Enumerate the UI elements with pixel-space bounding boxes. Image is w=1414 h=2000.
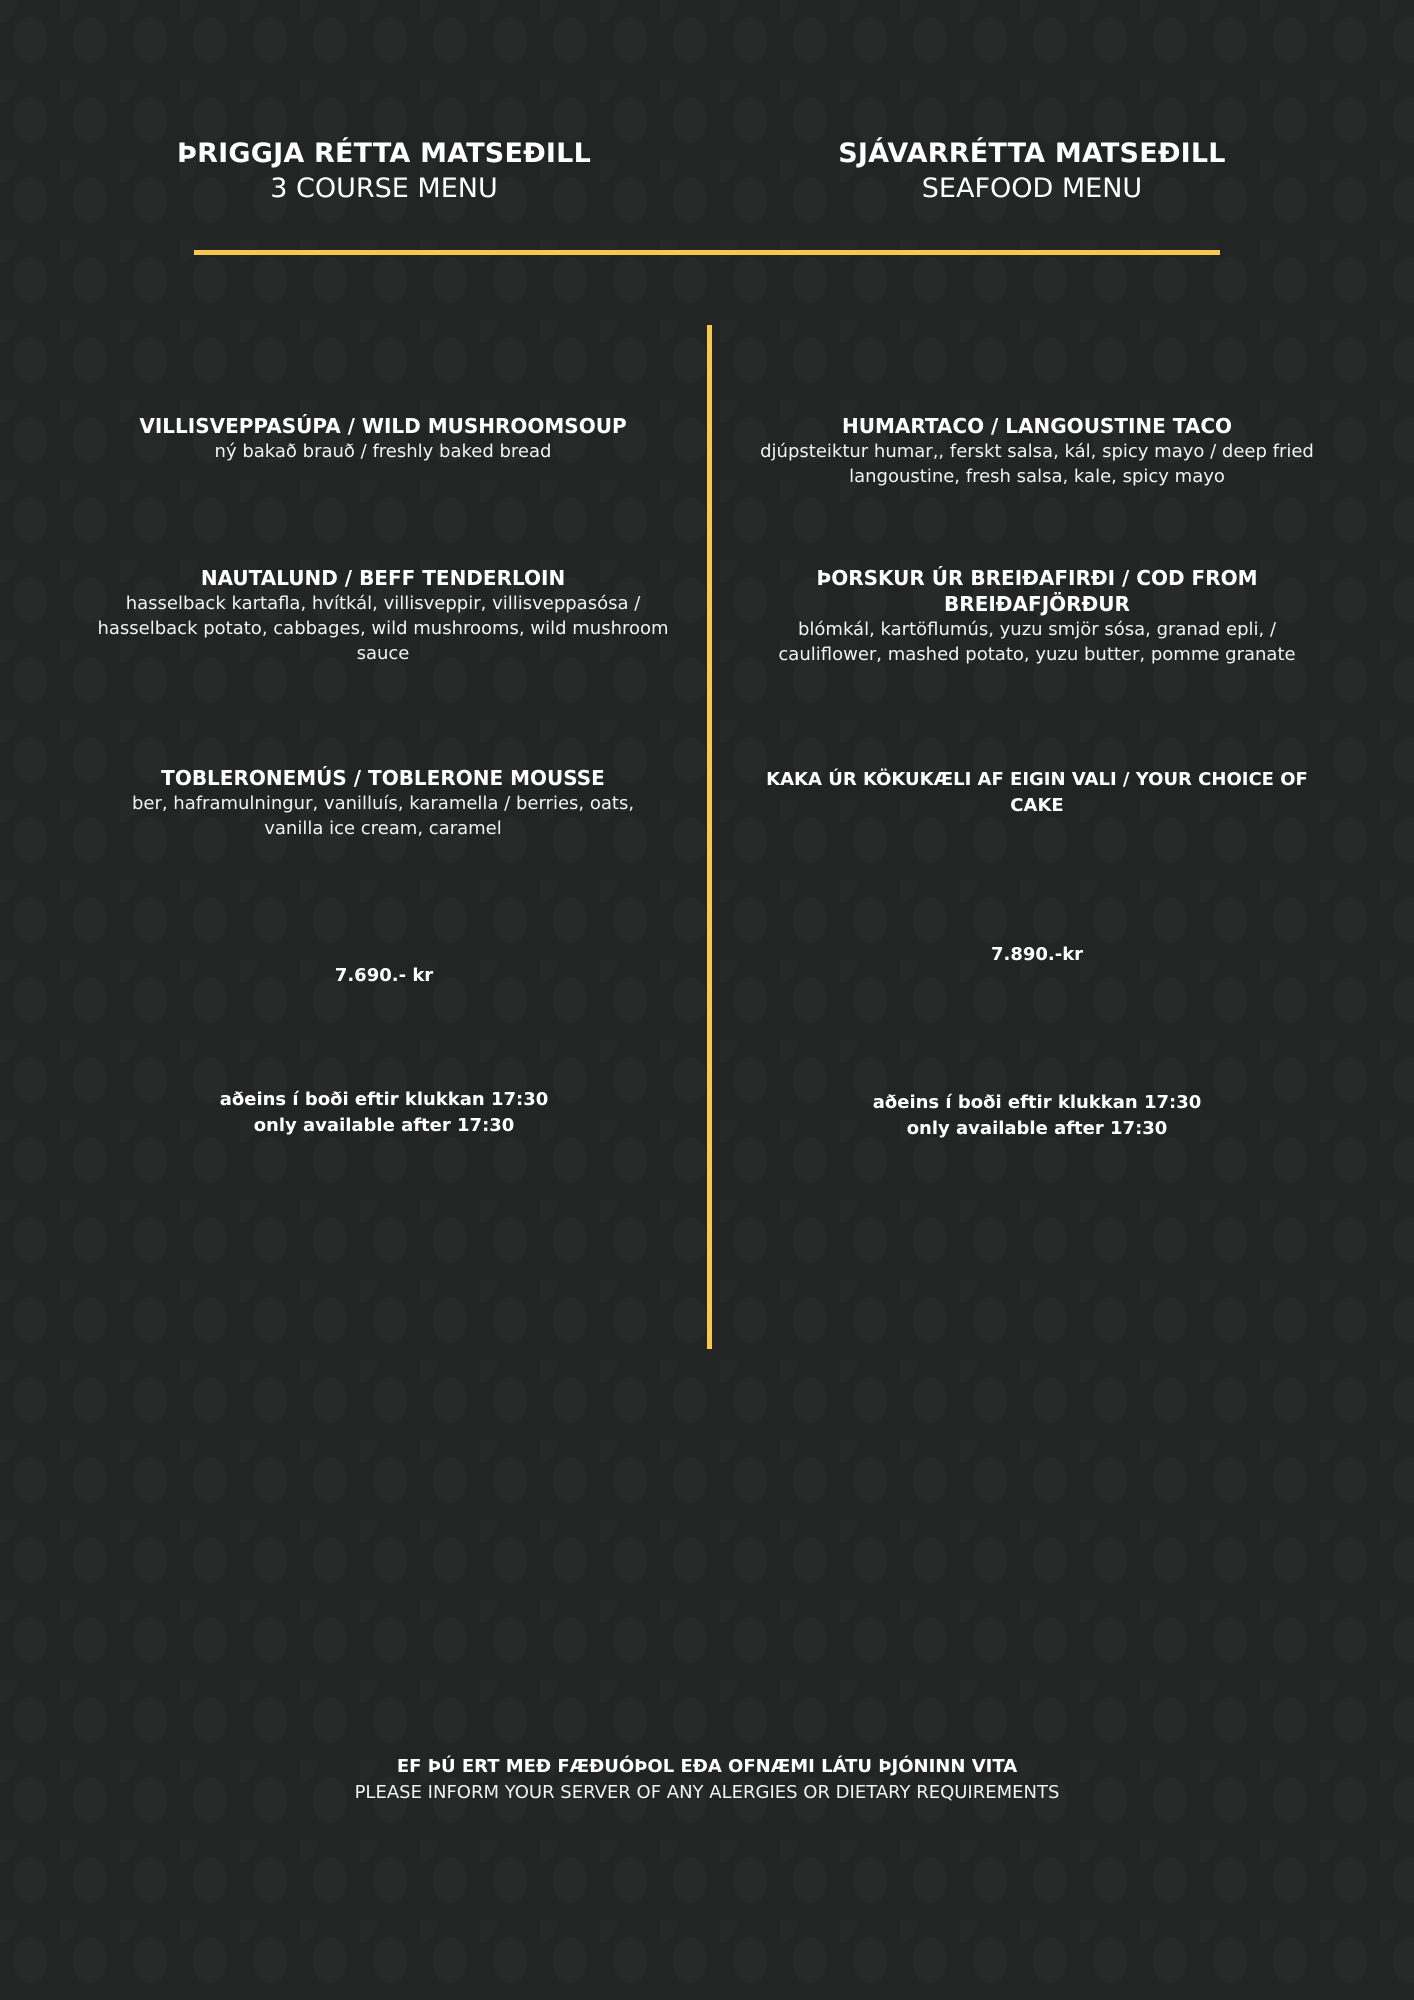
- dish-title: TOBLERONEMÚS / TOBLERONE MOUSSE: [161, 766, 605, 790]
- right-price: 7.890.-kr: [990, 944, 1084, 965]
- availability-en: only available after 17:30: [253, 1115, 515, 1136]
- right-availability: [787, 1090, 1287, 1142]
- column-divider: [707, 325, 712, 1349]
- left-menu-title: ÞRIGGJA RÉTTA MATSEÐILL: [177, 138, 591, 169]
- allergy-notice: [207, 1754, 1207, 1806]
- dish-description: ný bakað brauð / freshly baked bread: [214, 441, 552, 462]
- allergy-notice-en: PLEASE INFORM YOUR SERVER OF ANY ALERGIES OR DIETARY REQUIREMENTS: [354, 1782, 1060, 1803]
- left-menu-subtitle: 3 COURSE MENU: [270, 173, 498, 204]
- availability-en: only available after 17:30: [906, 1118, 1168, 1139]
- right-menu-subtitle: SEAFOOD MENU: [921, 173, 1143, 204]
- right-dish-1: [752, 413, 1322, 489]
- availability-is: aðeins í boði eftir klukkan 17:30: [219, 1089, 549, 1110]
- right-menu-header: [782, 138, 1282, 204]
- right-dish-2: [752, 565, 1322, 667]
- left-dish-3: [120, 765, 646, 841]
- availability-is: aðeins í boði eftir klukkan 17:30: [872, 1092, 1202, 1113]
- dish-description: djúpsteiktur humar,, ferskt salsa, kál, spicy mayo / deep fried langoustine, fresh salsa, kale, spicy mayo: [760, 441, 1314, 487]
- dish-title: HUMARTACO / LANGOUSTINE TACO: [841, 414, 1233, 438]
- allergy-notice-is: EF ÞÚ ERT MEÐ FÆÐUÓÞOL EÐA OFNÆMI LÁTU ÞJÓNINN VITA: [396, 1756, 1018, 1777]
- right-dish-3: [742, 767, 1332, 819]
- left-dish-1: [95, 413, 671, 464]
- dish-title: VILLISVEPPASÚPA / WILD MUSHROOMSOUP: [139, 414, 627, 438]
- right-menu-title: SJÁVARRÉTTA MATSEÐILL: [838, 138, 1226, 169]
- dish-description: blómkál, kartöflumús, yuzu smjör sósa, granad epli, / cauliflower, mashed potato, yuzu butter, pomme granate: [778, 619, 1296, 665]
- left-availability: [134, 1087, 634, 1139]
- dish-title: NAUTALUND / BEFF TENDERLOIN: [200, 566, 566, 590]
- dish-title: KAKA ÚR KÖKUKÆLI AF EIGIN VALI / YOUR CHOICE OF CAKE: [766, 769, 1308, 816]
- left-dish-2: [95, 565, 671, 666]
- dish-title: ÞORSKUR ÚR BREIÐAFIRÐI / COD FROM BREIÐAFJÖRÐUR: [816, 566, 1258, 616]
- dish-description: hasselback kartafla, hvítkál, villisveppir, villisveppasósa / hasselback potato, cabbages, wild mushrooms, wild mushroom sauce: [97, 593, 669, 664]
- header-divider: [194, 250, 1220, 255]
- dish-description: ber, haframulningur, vanilluís, karamella / berries, oats, vanilla ice cream, caramel: [131, 793, 635, 839]
- left-price: 7.690.- kr: [334, 965, 434, 986]
- left-menu-header: [134, 138, 634, 204]
